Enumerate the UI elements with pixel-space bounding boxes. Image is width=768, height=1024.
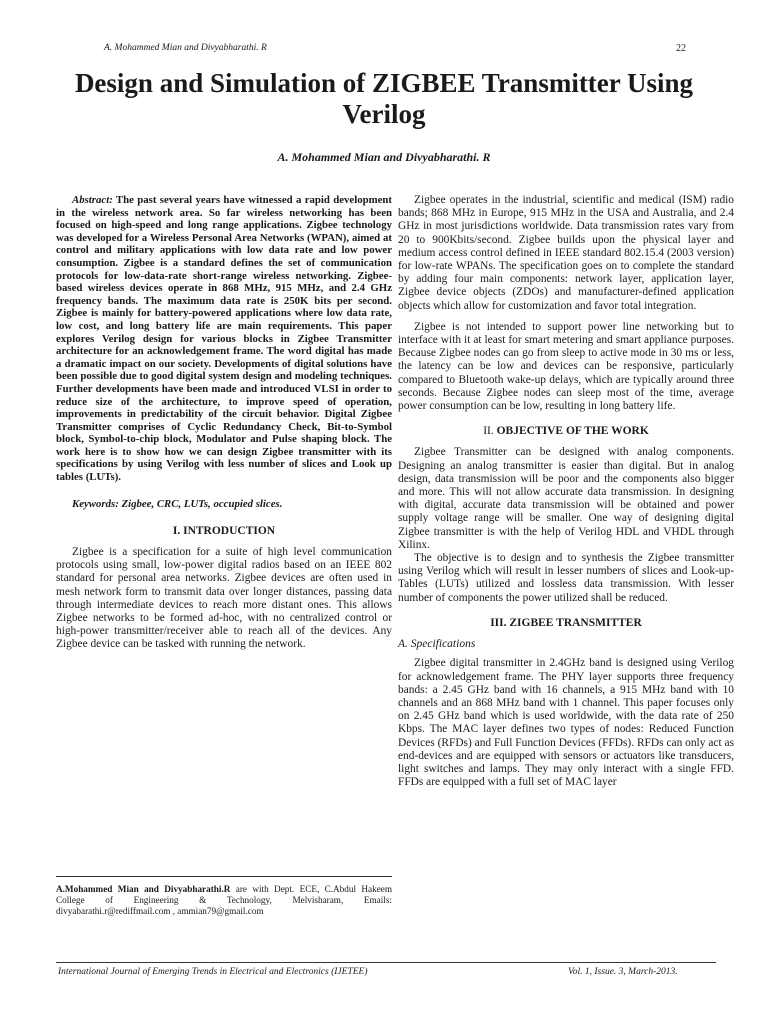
paper-title: Design and Simulation of ZIGBEE Transmitter Using Verilog <box>74 68 694 129</box>
running-header-authors: A. Mohammed Mian and Divyabharathi. R <box>104 43 267 53</box>
abstract-label: Abstract: <box>72 194 113 206</box>
section-number: II. <box>483 425 497 438</box>
left-column <box>56 194 392 652</box>
section-heading-objective <box>398 425 734 438</box>
footnote-rule <box>56 876 392 877</box>
section-title: OBJECTIVE OF THE WORK <box>496 425 649 438</box>
abstract <box>56 194 392 484</box>
section-heading-zigbee-transmitter: III. ZIGBEE TRANSMITTER <box>490 616 642 629</box>
objective-paragraph-1: Zigbee Transmitter can be designed with analog components. Designing an analog transmitter is easier than digital. But in analog design, data transmission will be poor and the components also bigger and more. This will not allow accurate data transmission. In designing with digital, accurate data transmission will be obtained and power supply voltage range will be smaller. One way of designing digital Zigbee transmitter is with the help of Verilog HDL and VHDL through Xilinx. <box>398 446 734 551</box>
keywords: Keywords: Zigbee, CRC, LUTs, occupied slices. <box>72 497 283 510</box>
paragraph-ism-bands: Zigbee operates in the industrial, scientific and medical (ISM) radio bands; 868 MHz in Europe, 915 MHz in the USA and Australia, and 2.4 GHz in most jurisdictions worldwide. Data transmission rates vary from 20 to 900Kbits/second. Zigbee builds upon the physical layer and medium access control defined in IEEE standard 802.15.4 (2003 version) for low-rate WPANs. The specification goes on to complete the standard by adding four main components: network layer, application layer, Zigbee device objects (ZDOs) and manufacturer-defined application objects which allow for customization and favor total integration. <box>398 194 734 312</box>
abstract-text: The past several years have witnessed a rapid development in the wireless network area. So far wireless networking has been focused on high-speed and long range applications. Zigbee technology was developed for a Wireless Personal Area Networks (WPAN), aimed at control and military applications with low data rate and low power consumption. Zigbee is a standard defines the set of communication protocols for low-data-rate short-range wireless networking. Zigbee-based wireless devices operate in 868 MHz, 915 MHz, and 2.4 GHz frequency bands. The maximum data rate is 250K bits per second. Zigbee is mainly for battery-powered applications where low data rate, low cost, and long battery life are main requirements. This paper explores Verilog design for various blocks in Zigbee Transmitter architecture for an acknowledgement frame. The word digital has made a dramatic impact on our society. Developments of digital solutions have been possible due to good digital system design and modeling techniques. Further developments have been made and introduced VLSI in order to reduce size of the architecture, to improve speed of operation, improvements in predictability of the circuit behavior. Digital Zigbee Transmitter comprises of Cyclic Redundancy Check, Bit-to-Symbol block, Symbol-to-chip block, Modulator and Pulse shaping block. The work here is to show how we can design Zigbee transmitter with its specifications by using Verilog with less number of slices and Look up tables (LUTs). <box>56 194 392 484</box>
specifications-paragraph: Zigbee digital transmitter in 2.4GHz band is designed using Verilog for acknowledgement frame. The PHY layer supports three frequency bands: a 2.45 GHz band with 16 channels, a 915 MHz band with 10 channels and an 868 MHz band with 1 channel. This paper focuses only on 2.45 GHz band which is used worldwide, with the data rate of 250 Kbps. The MAC layer defines two types of nodes: Reduced Function Devices (RFDs) and Full Function Devices (FFDs). RFDs can only act as end-devices and are equipped with sensors or actuators like transducers, light switches and lamps. They may only interact with a single FFD. FFDs are equipped with a full set of MAC layer <box>398 657 734 789</box>
author-footnote <box>56 884 392 918</box>
objective-paragraph-2: The objective is to design and to synthesis the Zigbee transmitter using Verilog which will result in lesser numbers of slices and Look-up-Tables (LUTs) utilized and lossless data transmission. With lesser number of components the power utilized shall be reduced. <box>398 552 734 604</box>
paper-authors: A. Mohammed Mian and Divyabharathi. R <box>277 150 491 164</box>
page-number: 22 <box>676 43 686 54</box>
footnote-names: A.Mohammed Mian and Divyabharathi.R <box>56 884 231 894</box>
subsection-heading-specifications: A. Specifications <box>398 638 476 651</box>
paragraph-power-line: Zigbee is not intended to support power line networking but to interface with it at least for smart metering and smart appliance purposes. Because Zigbee nodes can go from sleep to active mode in 30 ms or less, the latency can be low and devices can be responsive, particularly compared to Bluetooth wake-up delays, which are typically around three seconds. Because Zigbee nodes can sleep most of the time, average power consumption can be low, resulting in long battery life. <box>398 320 734 413</box>
footer-volume: Vol. 1, Issue. 3, March-2013. <box>568 967 678 977</box>
footer-journal: International Journal of Emerging Trends in Electrical and Electronics (IJETEE) <box>58 967 368 977</box>
footnote-text: are with Dept. ECE, C.Abdul Hakeem College of Engineering & Technology, Melvisharam, Emails: divyabarathi.r@rediffmail.com , ammian79@gmail.com <box>56 884 392 917</box>
section-heading-introduction: I. INTRODUCTION <box>172 524 276 537</box>
footer-rule <box>56 962 716 963</box>
right-column <box>398 194 734 789</box>
introduction-paragraph: Zigbee is a specification for a suite of high level communication protocols using small, low-power digital radios based on an IEEE 802 standard for personal area networks. Zigbee devices are often used in mesh network form to transmit data over longer distances, passing data through intermediate devices to reach more distant ones. This allows Zigbee networks to be formed ad-hoc, with no centralized control or high-power transmitter/receiver able to reach all of the devices. Any Zigbee device can be tasked with running the network. <box>56 546 392 651</box>
